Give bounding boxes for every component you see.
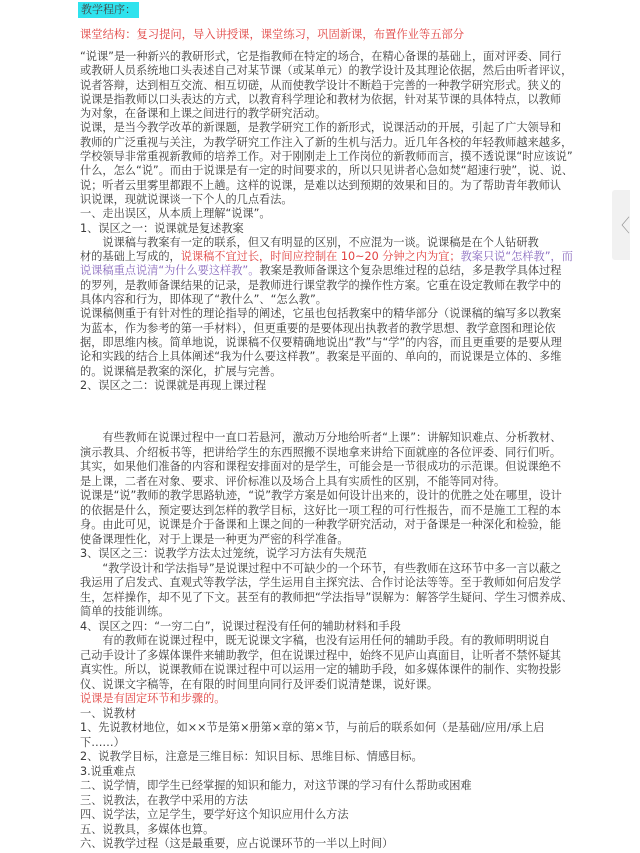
text-line: “说课”是一种新兴的教研形式，它是指教师在特定的场合，在精心备课的基础上，面对评委、同行	[80, 50, 562, 63]
text-line: 3、误区之三：说教学方法太过笼统，说学习方法有失规范	[80, 547, 367, 560]
text-line: 简单的技能训练。	[80, 605, 170, 618]
text-line: 有些教师在说课过程中一直口若悬河，激动万分地给听者“上课”：讲解知识难点、分析教材、	[80, 431, 562, 444]
text-line: 2、误区之二：说课就是再现上课过程	[80, 378, 267, 392]
text-line: 的依据是什么，预定要达到怎样的教学目标，这好比一项工程的可行性报告，而不是施工工程的本	[80, 503, 562, 517]
text-line: 真实性。所以，说课教师在说课过程中可以运用一定的辅助手段，如多媒体课件的制作、实物投影	[80, 663, 562, 676]
text-line: 是上课，二者在对象、要求、评价标准以及场合上具有实质性的区别，不能等同对待。	[80, 474, 506, 488]
text-line: 说课稿与教案有一定的联系，但又有明显的区别，不应混为一谈。说课稿是在个人钻研教	[80, 235, 539, 249]
text-line: 六、说教学过程（这是最重要，应占说课环节的一半以上时间）	[80, 837, 394, 850]
text-line: 识说课，现就说课谈一下个人的几点看法。	[80, 192, 293, 206]
text-line: 为对象，在备课和上课之间进行的教学研究活动。	[80, 107, 327, 121]
text-line: 什么，怎么“说”。而由于说课是有一定的时间要求的，所以只见讲者心急如焚“超速行驶”，说、说、	[80, 164, 574, 178]
text-line: 三、说教法，在教学中采用的方法	[80, 793, 248, 807]
highlighted-text: 说课稿不宜过长，时间应控制在 10~20 分钟之内为宜；	[180, 250, 461, 264]
text-line: 为蓝本，作为参考的第一手材料），但更重要的是要体现出执教者的教学思想、教学意图和理论依	[80, 321, 556, 335]
text-line: 使备课理性化，对于上课是一种更为严密的科学准备。	[80, 532, 349, 546]
text-line: 身。由此可见，说课是介于备课和上课之间的一种教学研究活动，对于备课是一种深化和检验，能	[80, 518, 562, 531]
section-heading-teaching-procedure: 教学程序：	[78, 2, 139, 18]
text-line: 一、走出误区，从本质上理解“说课”。	[80, 207, 271, 221]
text-line: 说；听者云里雾里都跟不上趟。这样的说课，是难以达到预期的效果和目的。为了帮助青年教师认	[80, 178, 562, 192]
class-structure-line: 课堂结构：复习提问，导入讲授课，课堂练习，巩固新课，布置作业等五部分	[80, 28, 465, 41]
text-line: 说课，是当今教学改革的新课题，是教学研究工作的新形式，说课活动的开展，引起了广大领导和	[80, 121, 562, 135]
text-line: 五、说教具，多媒体也算。	[80, 822, 215, 836]
text-line: 演示教具、介绍板书等，把讲给学生的东西照搬不误地拿来讲给下面就座的各位评委、同行们听。	[80, 445, 562, 459]
text-line: 己动手设计了多媒体课件来辅助教学，但在说课过程中，始终不见庐山真面目，让听者不禁怀疑其	[80, 648, 562, 662]
text-line	[80, 692, 555, 707]
document-page-2	[80, 431, 573, 852]
text-line: 具体内容和行为，即体现了“教什么”、“怎么教”。	[80, 293, 327, 307]
side-collapse-tab[interactable]	[612, 190, 630, 260]
text-line: 学校领导非常重视新教师的培养工作。对于刚刚走上工作岗位的新教师而言，摸不透说课“时应该说”	[80, 150, 573, 164]
text-line: 仪、说课文字稿等，在有限的时间里向同行及评委们说清楚课，说好课。	[80, 677, 439, 691]
text-line: 的。说课稿是教案的深化，扩展与完善。	[80, 364, 282, 378]
text-segment: 教案是教师备课这个复杂思维过程的总结，多是教学具体过程	[259, 264, 562, 278]
text-line: 一、说教材	[80, 706, 136, 720]
text-line: 的罗列，是教师备课结果的记录，是教师进行课堂教学的操作性方案。它重在设定教师在教学中的	[80, 278, 562, 292]
text-line: 下……）	[80, 735, 125, 749]
text-line: 四、说学法，立足学生，要学好这个知识应用什么方法	[80, 808, 349, 821]
chevron-left-icon: 〈	[612, 216, 630, 237]
text-line	[80, 250, 573, 264]
text-segment: 材的基础上写成的，	[80, 250, 181, 264]
text-line: 教师的广泛重视与关注，为教学研究工作注入了新的生机与活力。近几年各校的年轻教师越来越多，	[80, 135, 573, 149]
text-line: 2、说教学目标，注意是三维目标：知识目标、思维目标、情感目标。	[80, 750, 423, 763]
text-line: 或教研人员系统地口头表述自己对某节课（或某单元）的教学设计及其理论依据，然后由听者评议，	[80, 64, 573, 78]
document-page-1	[80, 50, 574, 393]
text-line: 我运用了启发式、直观式等教学法，学生运用自主探究法、合作讨论法等等。至于教师如何启发学	[80, 576, 562, 589]
text-line	[80, 264, 562, 278]
highlighted-text: 说课稿重点说清“为什么要这样教”。	[80, 264, 260, 278]
highlighted-text: 教案只说“怎样教”，而	[460, 250, 573, 264]
highlighted-text: 说课是有固定环节和步骤的。	[80, 692, 226, 705]
text-line: 据，即思维内核。简单地说，说课稿不仅要精确地说出“教”与“学”的内容，而且更重要的是要从理	[80, 335, 562, 349]
text-line: 其实，如果他们准备的内容和课程安排面对的是学生，可能会是一节很成功的示范课。但说课绝不	[80, 460, 562, 473]
text-line: “教学设计和学法指导”是说课过程中不可缺少的一个环节，有些教师在这环节中多一言以蔽之	[80, 561, 562, 575]
text-line: 4、误区之四：“一穷二白”，说课过程没有任何的辅助材料和手段	[80, 619, 401, 633]
text-line: 有的教师在说课过程中，既无说课文字稿，也没有运用任何的辅助手段。有的教师明明说自	[80, 634, 550, 647]
text-line: 生，怎样操作，却不见了下文。甚至有的教师把“学法指导”误解为：解答学生疑问、学生习惯养成、	[80, 590, 573, 604]
text-line: 1、误区之一：说课就是复述教案	[80, 221, 244, 235]
text-line: 二、说学情，即学生已经掌握的知识和能力，对这节课的学习有什么帮助或困难	[80, 779, 472, 792]
text-line: 3.说重难点	[80, 764, 136, 778]
text-line: 1、先说教材地位，如××节是第×册第×章的第×节，与前后的联系如何（是基础/应用/承上启	[80, 721, 545, 734]
text-line: 论和实践的结合上具体阐述“我为什么要这样教”。教案是平面的、单向的，而说课是立体的、多维	[80, 350, 562, 364]
text-line: 说课是指教师以口头表达的方式，以教育科学理论和教材为依据，针对某节课的具体特点，以教师	[80, 92, 562, 106]
text-line: 说课是“说”教师的教学思路轨迹，“说”教学方案是如何设计出来的，设计的优胜之处在哪里，设计	[80, 489, 562, 502]
text-line: 说课稿侧重于有针对性的理论指导的阐述，它虽也包括教案中的精华部分（说课稿的编写多以教案	[80, 307, 562, 321]
text-line: 说者答辩，达到相互交流、相互切磋，从而使教学设计不断趋于完善的一种教学研究形式。狭义的	[80, 78, 562, 92]
